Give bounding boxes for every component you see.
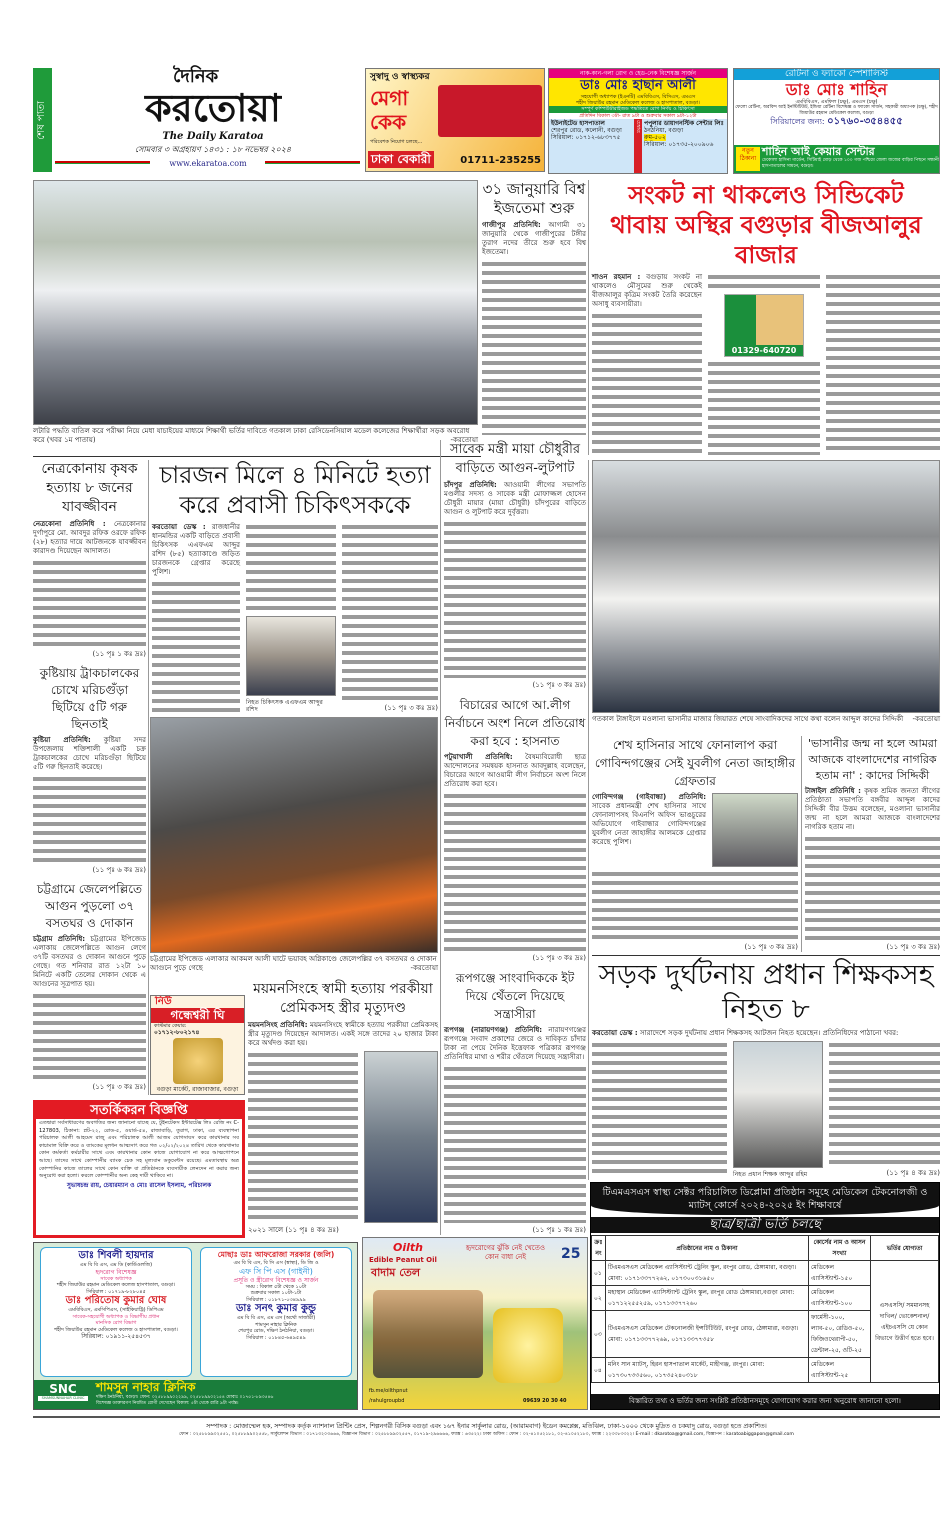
story-hasnat bbox=[444, 696, 586, 962]
ad-gandheshwari-ghee bbox=[150, 995, 245, 1095]
doctor-hours-2: শুক্রবার সকাল ১০টা-১টা bbox=[250, 1290, 302, 1296]
product-english: Edible Peanut Oil bbox=[369, 1256, 437, 1264]
dateline: গোবিন্দগঞ্জ (গাইবান্ধা) প্রতিনিধি: bbox=[592, 793, 706, 801]
cell: ০১ bbox=[592, 1261, 606, 1286]
ad-dishari-atta bbox=[724, 294, 804, 357]
divider bbox=[801, 736, 802, 952]
caption-credit: -করতোয়া bbox=[912, 715, 940, 723]
dateline: করতোয়া ডেস্ক : bbox=[592, 1029, 638, 1037]
story-lead-seed-potato bbox=[592, 180, 940, 455]
doctor-institution: শহীদ জিয়াউর রহমান মেডিকেল কলেজ ও হাসপাতাল, বগুড়া। bbox=[54, 1326, 178, 1333]
left-column bbox=[33, 460, 146, 1092]
clinic-hours: বিশেষজ্ঞ ডাক্তারগণ নিয়মিত রোগী দেখেছেন বিকাল: ৫টা থেকে রাত্রি ৯টা পর্যন্ত। bbox=[96, 1401, 239, 1406]
story-ctg-fire bbox=[33, 881, 146, 1092]
doctor-serial: সিরিয়াল: ০১৯১১-২৫৪৫৩৭ bbox=[81, 1333, 151, 1340]
lead-col-1 bbox=[592, 273, 702, 455]
masthead-english-title: The Daily Karatoa bbox=[162, 131, 264, 142]
jump-line: (১১ পৃঃ ৩ কঃ দ্রঃ) bbox=[92, 1083, 146, 1091]
story-lead bbox=[33, 736, 146, 772]
story-lead bbox=[248, 1021, 438, 1048]
divider bbox=[588, 180, 589, 455]
tmss-title: টিএমএসএস স্বাস্থ্য সেক্টর পরিচালিত ডিপ্লোমা প্রতিষ্ঠান সমূহে মেডিকেল টেকনোলজী ও ম্যাটস্ কোর্সে ২০২৪-২০২৫ ইং শিক্ষাবর্ষে bbox=[591, 1183, 939, 1215]
dateline: গাজীপুর প্রতিনিধি: bbox=[482, 221, 541, 229]
lead-text: নারায়ণগঞ্জের রূপগঞ্জে সংবাদ প্রকাশের জেরে ও দাবিকৃত চাঁদার টাকা না পেয়ে দৈনিক ইত্তেফাক পত্রিকার রূপগঞ্জ প্রতিনিধির মাথা ও শরীর থেঁতলে দিয়েছে সন্ত্রাসীরা। bbox=[444, 1025, 587, 1061]
ad-phone: ০১৭১২-৮০২১৭৪ bbox=[154, 1029, 200, 1036]
lead-text: বৈষম্যবিরোধী ছাত্র আন্দোলনের সমন্বয়ক হাসনাত আবদুল্লাহ বলেছেন, বিচারের আগে আওয়ামী লীগ নির্বাচনে অংশ নিলে প্রতিরোধ করা হবে। bbox=[444, 753, 586, 789]
body-text bbox=[482, 260, 586, 435]
doctor-degrees: এম বি বি এস, এম ডি (কার্ডিওলজি) bbox=[79, 1262, 153, 1268]
body-text bbox=[444, 520, 586, 678]
dateline: চাঁদপুর প্রতিনিধি: bbox=[444, 481, 497, 489]
jump-line: ২০২১ সালে (১১ পৃঃ ৪ কঃ দ্রঃ) bbox=[248, 1226, 339, 1234]
ad-phone: 01711-235255 bbox=[460, 155, 541, 166]
photo-caption bbox=[33, 427, 478, 445]
cell: মহাস্থান মেডিকেল এ্যাসিস্ট্যান্ট ট্রেনিং স্কুল, রংপুর রোড ঠেঙ্গামারা,বগুড়া মোবা: ০১৭১২২৫৫২৫৯, ০১৭১৩৩৭৭২৬০ bbox=[606, 1286, 809, 1311]
cell: ০৪ bbox=[592, 1358, 606, 1383]
ad-dr-shahin bbox=[733, 68, 940, 174]
cake-box-image bbox=[438, 85, 542, 137]
story-lead bbox=[592, 793, 706, 867]
lead-text: নেত্রকোনার দুর্গাপুরে মো. আবদুর রফিক ওরফে রফিক (২৮) হত্যার দায়ে আটজনকে যাবজ্জীবন কারাদণ্ড দিয়েছেন আদালত। bbox=[33, 520, 146, 555]
murder-col-3 bbox=[342, 523, 438, 713]
ad-center-band bbox=[734, 145, 939, 173]
headline[interactable]: নেত্রকোনায় কৃষক হত্যায় ৮ জনের যাবজ্জীবন bbox=[41, 461, 138, 515]
doctor-name: ডাঃ সনৎ কুমার কুন্ডু bbox=[236, 1303, 316, 1314]
story-lead bbox=[152, 523, 240, 577]
jump-line: (১১ পৃঃ ৩ কঃ দ্রঃ) bbox=[384, 704, 438, 712]
story-lead bbox=[33, 520, 146, 556]
headline[interactable]: ৩১ জানুয়ারি বিশ্ব ইজতেমা শুরু bbox=[482, 180, 586, 217]
lead-text: সারাদেশে সড়ক দুর্ঘটনায় প্রধান শিক্ষকসহ আটজন নিহত হয়েছেন। প্রতিনিধিদের পাঠানো খবর: bbox=[639, 1029, 899, 1037]
cell: টিএমএসএস মেডিকেল টেকনোলজী ইন্সটিটিউট, রংপুর রোড, ঠেঙ্গামারা, বগুড়া। মোবা: ০১৭১৩৩৭৭২৬৯, ০১৭১৩৩৭৭৩৫৮ bbox=[606, 1311, 809, 1358]
body-text bbox=[592, 870, 798, 940]
photo-caption: নিহত প্রধান শিক্ষক আব্দুর রহিম bbox=[733, 1171, 808, 1178]
cell: মেডিকেল এ্যাসিস্ট্যান্ট-১৫০ bbox=[809, 1261, 871, 1286]
chamber-label: চেম্বার: bbox=[634, 119, 642, 173]
murder-col-1 bbox=[152, 523, 240, 713]
lead-text: আগামী ৩১ জানুয়ারি থেকে গাজীপুরের টঙ্গীর তুরাগ নদের তীরে শুরু হবে বিশ্ব ইজতেমা। bbox=[482, 221, 586, 256]
ad-hours: প্রতিদিন বিকাল ৩টা- রাত ৯টা ও শুক্রবার সকাল ৯টা-১২টা bbox=[579, 113, 697, 119]
doctor-name: ডাঃ শিবলী হায়দার bbox=[78, 1250, 154, 1261]
body-text bbox=[33, 775, 146, 863]
serial-label: সিরিয়ালের জন্য: bbox=[770, 117, 825, 126]
doctor-hours: সময় : বিকাল ৫টা থেকে ১০টা bbox=[245, 1283, 307, 1290]
body-text-col1 bbox=[152, 580, 240, 713]
atta-phone: 01329-640720 bbox=[725, 345, 803, 356]
gobindaganj-row bbox=[592, 793, 798, 867]
dateline: টাঙ্গাইল প্রতিনিধি : bbox=[805, 787, 861, 795]
masthead-rule-left bbox=[55, 161, 150, 164]
chamber-2-address: ঠনঠনিয়া, বগুড়া bbox=[644, 127, 684, 134]
clinic-contact: দক্ষিণ ঠনঠনিয়া, বগুড়া। ফোন: ০২৫৮৮৯৯০২২৯৯, ০২৫৮৮৯৯০২১৫৪ মোবাঃ ০১৭৫১-৮৯৩৫৪৬ bbox=[96, 1395, 274, 1400]
victim-portrait bbox=[246, 616, 336, 696]
headline[interactable]: কুষ্টিয়ায় ট্রাকচালকের চোখে মরিচগুঁড়া ছিটিয়ে ৫টি গরু ছিনতাই bbox=[39, 666, 140, 731]
ad-college: শহীদ জিয়াউর রহমান মেডিকেল কলেজ ও হাসপাতাল, বগুড়া। bbox=[549, 100, 727, 106]
body-text-col2 bbox=[708, 273, 820, 291]
ad-mega-cake bbox=[365, 68, 545, 172]
center-name: শাহিন আই কেয়ার সেন্টার bbox=[762, 145, 875, 158]
lead-body-row bbox=[592, 273, 940, 455]
jump-line: (১১ পৃঃ ৩ কঃ দ্রঃ) bbox=[532, 953, 586, 962]
divider bbox=[33, 1416, 940, 1418]
atta-pack-image bbox=[725, 295, 803, 345]
new-address-label: নতুন ঠিকানা bbox=[736, 147, 760, 171]
jump-line: (১১ পৃঃ ৩ কঃ দ্রঃ) bbox=[532, 681, 586, 690]
headline[interactable]: রূপগঞ্জে সাংবাদিককে ইট দিয়ে থেঁতলে দিয়েছে সন্ত্রাসীরা bbox=[455, 970, 575, 1021]
doctor-specialty: সাবেক-সহযোগী অধ্যাপক ও বিভাগীয় প্রধান bbox=[72, 1313, 160, 1320]
doctor-specialty: প্রসূতি ও স্ত্রীরোগ বিশেষজ্ঞ ও সার্জন bbox=[233, 1276, 319, 1284]
website-link[interactable]: www.ekaratoa.com bbox=[169, 159, 247, 168]
ad-brand: ঢাকা বেকারী bbox=[368, 151, 434, 168]
body-text bbox=[33, 992, 146, 1080]
headline[interactable]: সংকট না থাকলেও সিন্ডিকেট থাবায় অস্থির বগুড়ার বীজআলুর বাজার bbox=[610, 181, 922, 269]
lead-text: কৃষক শ্রমিক জনতা লীগের প্রতিষ্ঠাতা সভাপতি বঙ্গবীর আব্দুল কাদের সিদ্দিকী বীর উত্তম বলেছেন, মওলানা ভাসানীর জন্ম না হলে আমরা আজকে বাংলাদেশের নাগরিক হতাম না। bbox=[805, 787, 940, 831]
accident-row bbox=[592, 1041, 940, 1178]
masthead-title: করতোয়া bbox=[145, 86, 281, 130]
headline[interactable]: সড়ক দুর্ঘটনায় প্রধান শিক্ষকসহ নিহত ৮ bbox=[598, 958, 934, 1025]
chamber-2-room: রুম-৫০২ bbox=[644, 134, 666, 141]
col-course: কোর্সের নাম ও আসন সংখ্যা bbox=[809, 1236, 871, 1261]
fire-caption bbox=[150, 955, 438, 973]
ghee-jar-image bbox=[173, 1038, 223, 1084]
chamber-1 bbox=[549, 119, 634, 173]
ad-brand: গন্ধেশ্বরী ঘি bbox=[151, 1008, 244, 1023]
caption-text: চট্টগ্রামের ইপিজেড এলাকার আকমল আলী ঘাটে ভয়াবহ অগ্নিকাণ্ডে জেলেপল্লির ৩৭ বসতঘর ও দোকান আগুনে পুড়ে গেছে bbox=[150, 955, 437, 972]
dateline: নেত্রকোনা প্রতিনিধি : bbox=[33, 520, 106, 528]
jump-line: (১১ পৃঃ ৩ কঃ দ্রঃ) bbox=[744, 943, 798, 951]
ad-serial-row bbox=[734, 116, 939, 128]
story-mymensingh bbox=[248, 980, 438, 1235]
ad-tmss-admission bbox=[590, 1182, 940, 1410]
ad-doctor-name: ডাঃ মোঃ শাহিন bbox=[785, 80, 888, 99]
doctor-address: শেরপুর রোড, দক্ষিণ ঠনঠনিয়া, বগুড়া। bbox=[238, 1328, 314, 1334]
story-netrokona bbox=[33, 460, 146, 659]
doctor-serial: সিরিয়াল : ০১৮৭১-০৩৪৯৯৯ bbox=[246, 1296, 306, 1303]
dateline: শাওন রহমান : bbox=[592, 273, 641, 281]
doctor-specialty: হৃদরোগ বিশেষজ্ঞ bbox=[95, 1268, 137, 1276]
jahangir-photo bbox=[712, 793, 798, 867]
ad-tagline: হৃদরোগের ঝুঁকি নেই খেতেও কোন বাধা নেই bbox=[465, 1244, 546, 1261]
oilth-logo: Oilth bbox=[393, 1241, 423, 1254]
doctor-card-right bbox=[200, 1247, 352, 1377]
social-link[interactable]: /rahulgroupbd bbox=[369, 1398, 405, 1404]
phone-label: কাস্টমার কেয়ার: bbox=[154, 1023, 187, 1029]
dateline: ময়মনসিংহ প্রতিনিধি: bbox=[248, 1021, 308, 1029]
chamber-2-serial: সিরিয়াল: ০১৭৩৫-২০০৯০৬ bbox=[644, 141, 714, 148]
mymensingh-photo bbox=[364, 1051, 438, 1223]
story-maya-chowdhury bbox=[444, 440, 586, 690]
portrait-caption: নিহত চিকিৎসক এএফএম আব্দুর রশিদ bbox=[246, 699, 323, 713]
cooking-women-image bbox=[373, 1290, 483, 1378]
story-lead bbox=[444, 481, 586, 517]
dateline: চট্টগ্রাম প্রতিনিধি: bbox=[33, 935, 86, 943]
murder-col-2 bbox=[246, 523, 336, 713]
ad-header: রেটিনা ও ফ্যাকো স্পেশালিস্ট bbox=[734, 69, 939, 80]
lead-text: সাবেক প্রধানমন্ত্রী শেখ হাসিনার সাথে ফোনালাপসহ বিএনপি অফিস ভাঙচুরের অভিযোগে গাইবান্ধার গোবিন্দগঞ্জের যুবলীগ নেতা জাহাঙ্গীর আলমকে গ্রেপ্তার করেছে পুলিশ। bbox=[592, 802, 706, 846]
product-bangla: বাদাম তেল bbox=[371, 1266, 421, 1279]
chamber-1-name: ইউনাইটেড হাসপাতাল bbox=[551, 120, 605, 127]
headteacher-photo bbox=[733, 1041, 823, 1168]
notice-body: এতদ্বারা সর্বসাধারণের অবগতির জন্য জানানো যাচ্ছে যে, টুইনটেকস ইন্টারটেক্স লিঃ রেজি নং C-127803, ঠিকানা: প্লট-২২, রোড-৫, ওয়ার্ড-৫৪, রাজাবাড়ি, তুরাগ, ঢাকা, এর ব্যবস্থাপনা পরিচালক আলী আহমেদ রাজু এবং পরিচালক আলী আজম যোগসাযস করে কারখানার সব কাচামাল বিক্রি করে ও ব্যাংকের মূলধন আত্মসাৎ করে গত ০২/০২/২০২৪ তারিখ থেকে কারখানার কোন কর্মকর্তা কর্মচারীর সাথে এবং কারখানার কোন কাজে যোগাযোগ না করে আত্মগোপনে আছে। তাদের সাথে কোম্পানীর ব্যাংক চেক সহ মূল্যবান ডকুমেন্টস রয়েছে। এমতাবস্থায় অত্র কোম্পানির কাজে তালের সাথে কোন ব্যক্তি বা প্রতিষ্ঠানকে ব্যবসায়ীক লেনদেন না করার জন্য অনুরোধ করা হলো। করলে কোম্পানীর অন্য কেহ দায়ী থাকিবে না। bbox=[39, 1120, 239, 1180]
clinic-name: শামসুন নাহার ক্লিনিক bbox=[96, 1380, 196, 1394]
headline[interactable]: চট্টগ্রামে জেলেপল্লিতে আগুন পুড়লো ৩৭ বসতঘর ও দোকান bbox=[36, 882, 143, 930]
doctor-institution: শহীদ জিয়াউর রহমান মেডিকেল কলেজ হাসপাতাল, বগুড়া। bbox=[56, 1282, 176, 1288]
doctor-clinic: শামসুন নাহার ক্লিনিক bbox=[255, 1321, 297, 1328]
ad-details: ফেলো রেটিনা, অরবিন্দ আই ইনস্টিটিউট, ইন্ডিয়া রেটিনা বিশেষজ্ঞ ও ফ্যাকো সার্জন, সহকারী অধ্যাপক (চক্ষু), শহীদ জিয়াউর রহমান মেডিকেল কলেজ, বগুড়া bbox=[735, 105, 938, 116]
body-text-col2 bbox=[246, 523, 336, 613]
ad-product: মেগা কেক bbox=[370, 86, 409, 134]
cell: ফার্মেসী-১০০, ল্যাব-৫০, রেডিও-৫০, ফিজিওথেরাপী-৫০, ডেন্টাল-২৫, ওটি-২৫ bbox=[809, 1311, 871, 1358]
headline[interactable]: সাবেক মন্ত্রী মায়া চৌধুরীর বাড়িতে আগুন-লুটপাট bbox=[449, 442, 580, 476]
ad-band: সম্পূর্ণ কম্পিউটারাইজড পদ্ধতিতে রোগ নির্ণয় ও চিকিৎসা bbox=[549, 106, 727, 113]
anniversary-badge: 25 bbox=[561, 1246, 581, 1262]
doctor-serial: সিরিয়াল : ০১৮৪৫-৬৪৯৫৪৯ bbox=[246, 1334, 306, 1341]
body-text bbox=[248, 1051, 358, 1223]
right-photo-caption bbox=[592, 715, 940, 724]
doctor-degrees: এম বি বি এস, বি সি এস (স্বাস্থ্য), ডি জি ও bbox=[233, 1260, 319, 1266]
ad-doctor-name: ডাঃ মোঃ হাছান আলী bbox=[549, 78, 727, 94]
jump-line: (১১ পৃঃ ৬ কঃ দ্রঃ) bbox=[92, 866, 146, 874]
center-info bbox=[762, 145, 939, 173]
tmss-table bbox=[591, 1235, 939, 1383]
lead-col-3 bbox=[826, 273, 940, 455]
masthead bbox=[33, 68, 360, 172]
doctor-name: ডাঃ পরিতোষ কুমার ঘোষ bbox=[65, 1295, 167, 1306]
lead-text: আওয়ামী লীগের সভাপতি মণ্ডলীর সদস্য ও সাবেক মন্ত্রী মোফাজ্জল হোসেন চৌধুরী মায়ার (মায়া চৌধুরী) চাঁদপুরের বাড়িতে আগুন ও লুটপাট করে দুর্বৃত্তরা। bbox=[444, 481, 586, 516]
cell: মনিং সান ম্যাটস্, হিরন হাসপাতাল মার্কেট, মাহীগঞ্জ, রংপুর। মোবা: ০১৭৩০৭৩৩৫৬০, ০১৭৩৫২৪০৩১৮ bbox=[606, 1358, 809, 1383]
body-text-col2 bbox=[829, 1041, 940, 1166]
doctor-card-left bbox=[40, 1247, 192, 1377]
divider bbox=[33, 456, 481, 457]
story-lead bbox=[482, 221, 586, 257]
story-doctor-murder bbox=[152, 460, 438, 713]
ad-header: নাক-কান-গলা রোগ ও হেড-নেক বিশেষজ্ঞ সার্জন bbox=[549, 69, 727, 78]
section-label: শেষ পাতা bbox=[36, 100, 47, 140]
clinic-logo-text: SNC bbox=[49, 1382, 77, 1396]
body-text bbox=[805, 835, 940, 940]
caption-text: লটারি পদ্ধতি বাতিল করে পরীক্ষা নিয়ে মেধা যাচাইয়ের মাধ্যমে শিক্ষার্থী ভর্তির দাবিতে গতকাল ঢাকা রেসিডেনসিয়াল মডেল কলেজের শিক্ষার্থীরা সড়ক অবরোধ করে (খবর ১ম পাতায়) bbox=[33, 427, 470, 444]
story-road-accident bbox=[592, 958, 940, 1178]
clinic-logo bbox=[38, 1382, 88, 1401]
chamber-2-name: পপুলার ডায়াগনস্টিক সেন্টার লিঃ bbox=[644, 120, 724, 127]
col-institution: প্রতিষ্ঠানের নাম ও ঠিকানা bbox=[606, 1236, 809, 1261]
caption-credit: -করতোয়া bbox=[410, 964, 438, 972]
body-text-col3 bbox=[826, 273, 940, 455]
ad-dr-hasan-ali bbox=[548, 68, 728, 174]
story-lead bbox=[33, 935, 146, 989]
headline[interactable]: চারজন মিলে ৪ মিনিটে হত্যা করে প্রবাসী চিকিৎসককে bbox=[159, 461, 431, 519]
headline[interactable]: ময়মনসিংহে স্বামী হত্যায় পরকীয়া প্রেমিকসহ স্ত্রীর মৃত্যুদণ্ড bbox=[253, 981, 433, 1016]
divider bbox=[592, 955, 940, 956]
dateline: পটুয়াখালী প্রতিনিধি: bbox=[444, 753, 513, 762]
story-lead bbox=[444, 753, 586, 789]
imprint-line-1: সম্পাদক : মোজাম্মেল হক, সম্পাদক কর্তৃক ন্যাশনাল প্রিন্টিং প্রেস, শিল্পনগরী বিসিক বগুড়া এবং ১৬৭ ইনার সার্কুলার রোড, (আরামবাগ) ইডেন কমপ্লেক্স, মতিঝিল, ঢাকা-১০০০ থেকে মুদ্রিত ও চকযাদু রোড, বগুড়া হতে প্রকাশিত। bbox=[206, 1423, 767, 1430]
cell: ০২ bbox=[592, 1286, 606, 1311]
doctor-serial: সিরিয়াল : ০১৭১৯-৮২৮০৪৫ bbox=[86, 1288, 146, 1295]
story-lead bbox=[805, 787, 940, 832]
jump-line: (১১ পৃঃ ১ কঃ দ্রঃ) bbox=[532, 1225, 586, 1234]
divider bbox=[148, 460, 149, 1095]
middle-column bbox=[444, 440, 586, 1235]
tmss-footer: বিস্তারিত তথ্য ও ভর্তির জন্য সংশ্লিষ্ট প্রতিষ্ঠানসমূহে যোগাযোগ করার জন্য অনুরোধ জানানো হলো। bbox=[591, 1394, 939, 1409]
dateline: কুষ্টিয়া প্রতিনিধি: bbox=[33, 736, 91, 744]
lead-col-2 bbox=[708, 273, 820, 455]
ad-degrees: এমবিবিএস, এমফিল (চক্ষু), এমএস (চক্ষু) bbox=[795, 99, 878, 105]
dateline: করতোয়া ডেস্ক : bbox=[152, 523, 206, 531]
oil-bottles-image bbox=[493, 1308, 563, 1383]
masthead-date: সোমবার ৩ অগ্রহায়ণ ১৪৩১ : ১৮ নভেম্বর ২০২৪ bbox=[134, 145, 292, 154]
lead-text: কুষ্টিয়া সদর উপজেলায় শক্তিশালী একটি চক্র ট্রাকচালকের চোখে মরিচগুঁড়া ছিটিয়ে ৫টি গরু ছিনতাই করেছে। bbox=[33, 736, 146, 771]
eligibility-cell: এসএসসি/ সমমানসহ দাখিল/ ভোকেশনাল/ এইচএসসি যে কোন বিভাগে উত্তীর্ণ হতে হবে। bbox=[871, 1261, 939, 1383]
student-protest-photo bbox=[33, 180, 478, 425]
imprint-line-2: ফোন : ০২৫৮৮৯৯০২৫৫১, ০২৫৮৮৯৯০২৫৫৮, সার্কুলেশন বিভাগ : ০১৭১৩২০৩৬৬৬, বিজ্ঞাপন বিভাগ : ০২৫৮৮৯৯০২৫৫৭, ০১৭১৯-২৯৬৬৬৬, ফ্যাক্স : ৬৩৫২২। ঢাকা অফিস : ফোন : ০২-৪১০৫২১৮১, ০২-৪১০৫২১৮০, ফ্যাক্স : ২২৩৩৮৩৩২২। E-mail : dkarotoa@gmail.com, বিজ্ঞাপন : karatoabiggapon@gmail.com bbox=[179, 1432, 794, 1437]
masthead-prefix: দৈনিক bbox=[173, 66, 219, 87]
lead-text: ময়মনসিংহে স্বামীকে হত্যায় পরকীয়া প্রেমিকসহ স্ত্রীর মৃত্যুদণ্ড দিয়েছেন আদালত। একই সঙ্গে তাদের ২০ হাজার টাকা করে অর্থদণ্ড করা হয়। bbox=[248, 1021, 439, 1047]
lead-text: চট্টগ্রামের ইপিজেড এলাকায় জেলেপল্লিতে আগুন লেগে ৩৭টি বসতঘর ও দোকান আগুনে পুড়ে গেছে। গত শনিবার রাত ১২টা ১০ মিনিটে একটি তেলের দোকান থেকে এ আগুনের সূত্রপাত হয়। bbox=[33, 935, 146, 988]
story-kader-siddiqui bbox=[805, 736, 940, 952]
caption-credit: -করতোয়া bbox=[450, 436, 478, 444]
table-header-row bbox=[592, 1236, 939, 1261]
cell: ০৩ bbox=[592, 1311, 606, 1358]
fire-photo bbox=[150, 717, 438, 953]
story-lead bbox=[444, 1026, 586, 1062]
ad-doctors bbox=[33, 1242, 358, 1410]
jump-line: (১১ পৃঃ ১ কঃ দ্রঃ) bbox=[92, 650, 146, 658]
body-text bbox=[444, 1065, 586, 1223]
story-lead bbox=[592, 1029, 940, 1038]
chamber-1-serial: সিরিয়াল: ০১৭১২-৬৮৩৭৭৫ bbox=[551, 134, 621, 141]
ad-address: বগুড়া মার্কেট, রাজাবাজার, বগুড়া bbox=[156, 1086, 239, 1093]
chamber-2 bbox=[642, 119, 727, 173]
ad-degrees: সহযোগী অধ্যাপক (ইএনটি) এমবিবিএস, বিসিএস, এমএস bbox=[549, 94, 727, 100]
doctor-degrees: এমবিবিএস, এমসিপিএস, (সাইকিয়াট্রি) ডিপিএম bbox=[68, 1307, 164, 1313]
clinic-logo-sub: SHAMSUNNAHAR CLINIC bbox=[38, 1396, 88, 1401]
headline[interactable]: শেখ হাসিনার সাথে ফোনালাপ করা গোবিন্দগঞ্জের সেই যুবলীগ নেতা জাহাঙ্গীর গ্রেফতার bbox=[594, 738, 796, 788]
story-lead bbox=[592, 273, 702, 309]
ad-oilth-peanut-oil bbox=[362, 1237, 588, 1410]
ad-phone: 09639 20 30 40 bbox=[523, 1398, 567, 1404]
table-row bbox=[592, 1261, 939, 1286]
col-eligibility: ভর্তির যোগ্যতা bbox=[871, 1236, 939, 1261]
story-gobindaganj bbox=[592, 736, 798, 952]
body-text-col3 bbox=[342, 523, 438, 701]
ad-chambers bbox=[549, 119, 727, 173]
body-text bbox=[444, 792, 586, 950]
doctor-degrees-2: এফ সি পি এস (গাইনী) bbox=[239, 1266, 313, 1276]
lead-text: রাজধানীর ধানমন্ডির একটি বাড়িতে প্রবাসী চিকিৎসক এএফএম আব্দুর রশিদ (৮৫) হত্যাকাণ্ডে জড়িত চারজনকে গ্রেপ্তার করেছে পুলিশ। bbox=[152, 523, 240, 576]
body-text bbox=[33, 559, 146, 647]
body-text-col1 bbox=[592, 312, 702, 455]
jump-line: (১১ পৃঃ ৩ কঃ দ্রঃ) bbox=[886, 943, 940, 951]
murder-body-row bbox=[152, 523, 438, 713]
center-address: ঢেকোলা হাসিনা গার্ডেন, সিটিমাই মোড় থেকে ১০০ গজ পশ্চিমে জেলা জজের বাড়ির পিছনে সন্ধানী হাসপাতালের সামনে, বগুড়া। bbox=[762, 158, 939, 169]
headline[interactable]: 'ভাসানীর জন্ম না হলে আমরা আজকে বাংলাদেশের নাগরিক হতাম না' : কাদের সিদ্দিকী bbox=[807, 737, 938, 782]
clinic-band bbox=[34, 1380, 357, 1409]
mymensingh-row bbox=[248, 1051, 438, 1223]
tmss-banner: ছাত্র/ছাত্রী ভর্তি চলছে bbox=[591, 1217, 939, 1233]
notice-signature: সুভাষচন্দ্র রায়, চেয়ারম্যান ও মোঃ রাসেল ইসলাম, পরিচালক bbox=[66, 1181, 212, 1189]
doctor-degrees: এম বি বি এস, এম এস (অর্থো সার্জারী) bbox=[236, 1315, 316, 1321]
headline[interactable]: বিচারের আগে আ.লীগ নির্বাচনে অংশ নিলে প্রতিরোধ করা হবে : হাসনাত bbox=[444, 698, 586, 749]
story-rupganj bbox=[444, 969, 586, 1235]
body-text-col2b bbox=[708, 360, 820, 455]
lead-text: বগুড়ায় সংকট না থাকলেও মৌসুমের শুরু থেকেই বীজআলুর কৃত্রিম সংকট তৈরি করেছেন অসাধু ব্যবসায়ীরা। bbox=[592, 273, 702, 308]
section-label-strip bbox=[33, 68, 52, 172]
masthead-rule-right bbox=[265, 161, 360, 164]
dateline: রূপগঞ্জ (নারায়ণগঞ্জ) প্রতিনিধি: bbox=[444, 1025, 543, 1034]
notice-title: সতর্কিকরন বিজ্ঞপ্তি bbox=[36, 1103, 242, 1119]
chamber-1-address: শেরপুর রোড, কলোনী, বগুড়া bbox=[551, 127, 622, 134]
caption-text: গতকাল টাঙ্গাইলে মওলানা ভাসানীর মাজার জিয়ারত শেষে সাংবাদিকদের সাথে কথা বলেন আব্দুল কাদের সিদ্দিকী bbox=[592, 715, 904, 723]
cell: মেডিকেল এ্যাসিস্ট্যান্ট-২৫ bbox=[809, 1358, 871, 1383]
ad-tagline: সুস্বাদু ও স্বাস্থ্যকর bbox=[370, 72, 430, 82]
body-text-col1 bbox=[592, 1041, 727, 1178]
accident-col-3 bbox=[829, 1041, 940, 1178]
ad-sub: পরিবেশক নিয়োগ চলছে... bbox=[370, 139, 423, 145]
divider bbox=[440, 440, 441, 1235]
doctor-post: সাবেক অধ্যাপক bbox=[100, 1275, 132, 1282]
story-ijtema bbox=[482, 180, 586, 435]
jump-line: (১১ পৃঃ ৪ কঃ দ্রঃ) bbox=[886, 1169, 940, 1177]
serial-number: ০১৭৬০-৩৫৪৪৫৫ bbox=[827, 116, 903, 127]
ad-brand-top: নিউ bbox=[155, 996, 172, 1007]
accident-photo-col bbox=[733, 1041, 823, 1178]
doctor-post: মানসিক রোগ বিভাগ bbox=[95, 1320, 137, 1326]
story-kushtia bbox=[33, 665, 146, 875]
cell: মেডিকেল এ্যাসিস্ট্যান্ট-১০০ bbox=[809, 1286, 871, 1311]
cell: টিএমএসএস মেডিকেল এ্যাসিস্ট্যান্ট ট্রেনিং স্কুল, রংপুর রোড, ঠেঙ্গামারা, বগুড়া। মোবা: ০১৭১৩৩৭৭২৬২, ০১৭৩০০৩১৬৫০ bbox=[606, 1261, 809, 1286]
divider bbox=[588, 460, 589, 1180]
facebook-link[interactable]: fb.me/oilthpnut bbox=[369, 1388, 408, 1394]
imprint bbox=[33, 1422, 940, 1439]
col-serial: ক্রঃ নং bbox=[592, 1236, 606, 1261]
kader-siddiqui-photo bbox=[592, 460, 940, 713]
ad-alert-notice bbox=[33, 1100, 245, 1238]
doctor-name: মোছাঃ ডাঃ আফরোজা সরকার (জলি) bbox=[217, 1250, 335, 1259]
